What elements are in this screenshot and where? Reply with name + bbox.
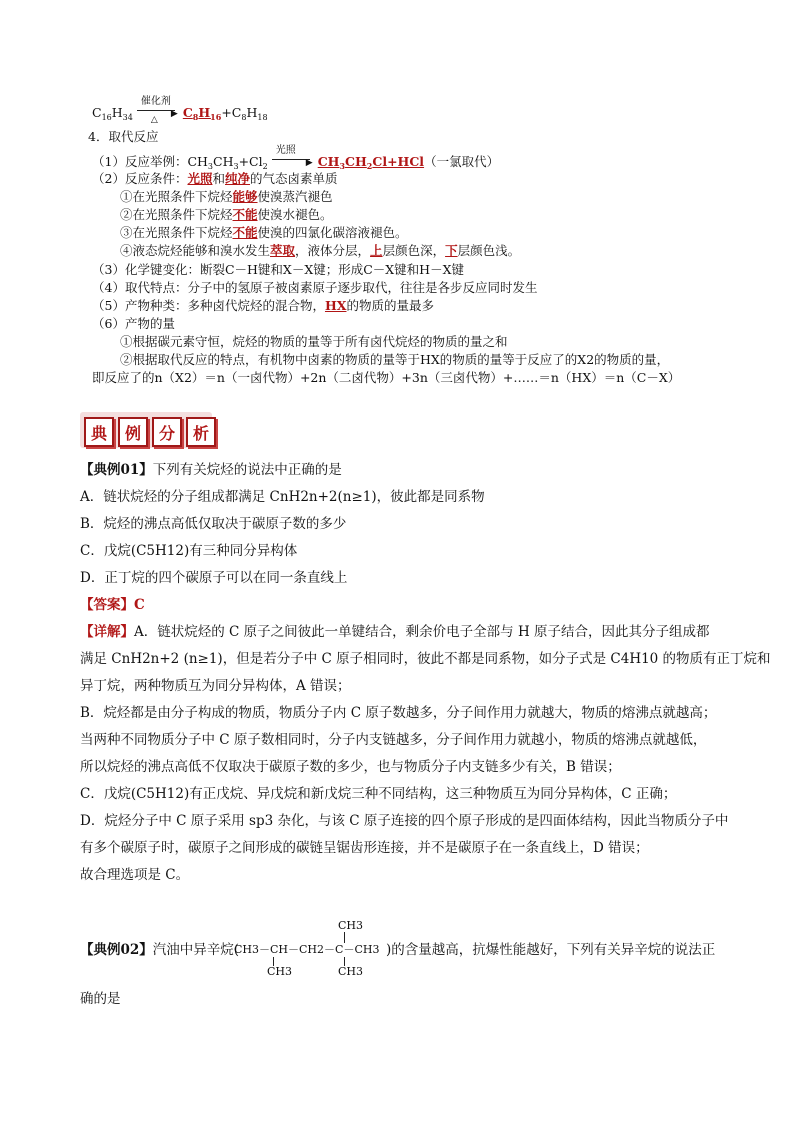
bond-line bbox=[344, 932, 345, 943]
option-c: C．戊烷(C5H12)有三种同分异构体 bbox=[80, 543, 298, 559]
detail-line-2: 满足 CnH2n+2 (n≥1)，但是若分子中 C 原子相同时，彼此不都是同系物，如分子式是 C4H10 的物质有正丁烷和 bbox=[80, 651, 771, 667]
example-02-question-line-1: 【典例02】汽油中异辛烷( bbox=[80, 942, 240, 958]
example-02-question-tail: )的含量越高，抗爆性能越好，下列有关异辛烷的说法正 bbox=[386, 942, 716, 958]
isooctane-structure-main: CH3－CH－CH2－C－CH3 bbox=[234, 943, 380, 956]
item-2: （2）反应条件：光照和纯净的气态卤素单质 bbox=[92, 171, 338, 186]
item-2-sub-1: ①在光照条件下烷烃能够使溴蒸汽褪色 bbox=[120, 189, 333, 204]
section-heading: 4．取代反应 bbox=[88, 129, 159, 144]
example-analysis-banner bbox=[84, 417, 216, 447]
isooctane-branch-bottom-2: CH3 bbox=[338, 965, 364, 978]
item-4: （4）取代特点：分子中的氢原子被卤素原子逐步取代，往往是各步反应同时发生 bbox=[92, 280, 538, 295]
item-1: （1）反应举例：$CH_3CH_3+Cl_2$ 光照 ▶ $CH_3CH_2Cl+HCl$（一氯取代） bbox=[92, 145, 500, 171]
example-02-question-line-2: 确的是 bbox=[80, 991, 121, 1007]
item-6-sub-1: ①根据碳元素守恒，烷烃的物质的量等于所有卤代烷烃的物质的量之和 bbox=[120, 334, 508, 349]
item-6-sub-2: ②根据取代反应的特点，有机物中卤素的物质的量等于HX的物质的量等于反应了的X2的物质的量， bbox=[120, 352, 670, 367]
detail-line-7: C．戊烷(C5H12)有正戊烷、异戊烷和新戊烷三种不同结构，这三种物质互为同分异构体，C 正确； bbox=[80, 786, 677, 802]
cracking-equation: $C_{16}H_{34}$ 催化剂 ▶ △ $C_8H_{16}+C_8H_{18}$ bbox=[92, 96, 268, 125]
reaction-arrow-icon: 光照 ▶ bbox=[272, 152, 314, 168]
item-3: （3）化学键变化：断裂C－H键和X－X键；形成C－X键和H－X键 bbox=[92, 262, 464, 277]
example-01-question: 【典例01】下列有关烷烃的说法中正确的是 bbox=[80, 462, 342, 478]
item-6-sub-3: 即反应了的n（X2）＝n（一卤代物）+2n（二卤代物）+3n（三卤代物）+……＝n（HX）＝n（C－X） bbox=[92, 370, 681, 385]
answer-line: 【答案】C bbox=[80, 597, 145, 613]
option-a: A．链状烷烃的分子组成都满足 CnH2n+2(n≥1)，彼此都是同系物 bbox=[80, 489, 485, 505]
banner-char: 典 bbox=[84, 417, 114, 447]
banner-char: 析 bbox=[186, 417, 216, 447]
item-2-sub-4: ④液态烷烃能够和溴水发生萃取，液体分层，上层颜色深，下层颜色浅。 bbox=[120, 243, 521, 258]
item-6: （6）产物的量 bbox=[92, 316, 175, 331]
banner-char: 分 bbox=[152, 417, 182, 447]
item-2-sub-3: ③在光照条件下烷烃不能使溴的四氯化碳溶液褪色。 bbox=[120, 225, 408, 240]
detail-line-3: 异丁烷，两种物质互为同分异构体，A 错误； bbox=[80, 678, 351, 694]
option-d: D．正丁烷的四个碳原子可以在同一条直线上 bbox=[80, 570, 348, 586]
detail-line-9: 有多个碳原子时，碳原子之间形成的碳链呈锯齿形连接，并不是碳原子在一条直线上，D 错误； bbox=[80, 840, 649, 856]
detail-line-10: 故合理选项是 C。 bbox=[80, 867, 190, 883]
item-5: （5）产物种类：多种卤代烷烃的混合物，HX的物质的量最多 bbox=[92, 298, 434, 313]
detail-line-8: D．烷烃分子中 C 原子采用 sp3 杂化，与该 C 原子连接的四个原子形成的是四面体结构，因此当物质分子中 bbox=[80, 813, 729, 829]
detail-line-1: 【详解】A．链状烷烃的 C 原子之间彼此一单键结合，剩余价电子全部与 H 原子结合，因此其分子组成都 bbox=[80, 624, 710, 640]
detail-line-5: 当两种不同物质分子中 C 原子数相同时，分子内支链越多，分子间作用力就越小，物质的熔沸点就越低， bbox=[80, 732, 707, 748]
reaction-arrow-icon: 催化剂 ▶ △ bbox=[137, 103, 179, 119]
isooctane-branch-top: CH3 bbox=[338, 919, 364, 932]
item-2-sub-2: ②在光照条件下烷烃不能使溴水褪色。 bbox=[120, 207, 333, 222]
option-b: B．烷烃的沸点高低仅取决于碳原子数的多少 bbox=[80, 516, 347, 532]
detail-line-6: 所以烷烃的沸点高低不仅取决于碳原子数的多少，也与物质分子内支链多少有关，B 错误； bbox=[80, 759, 621, 775]
detail-line-4: B．烷烃都是由分子构成的物质，物质分子内 C 原子数越多，分子间作用力就越大，物质的熔沸点就越高； bbox=[80, 705, 717, 721]
isooctane-branch-bottom-1: CH3 bbox=[267, 965, 293, 978]
banner-char: 例 bbox=[118, 417, 148, 447]
